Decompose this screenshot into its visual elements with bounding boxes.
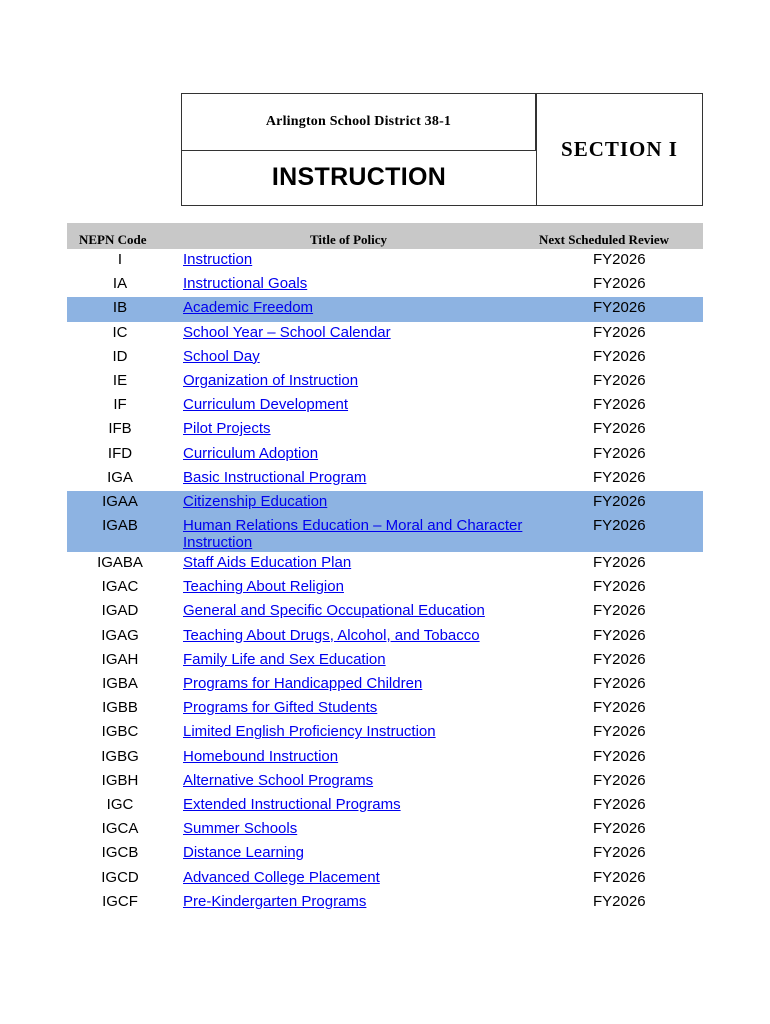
policy-title-link[interactable]: Limited English Proficiency Instruction: [183, 723, 436, 741]
table-row: [67, 746, 703, 770]
review-date: FY2026: [593, 299, 646, 317]
table-row: [67, 842, 703, 866]
policy-table: [67, 249, 703, 915]
policy-title-link[interactable]: Advanced College Placement: [183, 868, 380, 886]
section-cell: [536, 94, 702, 205]
table-row: [67, 600, 703, 624]
policy-code: IGBG: [101, 747, 139, 765]
table-row: [67, 770, 703, 794]
column-header-review: Next Scheduled Review: [539, 232, 669, 247]
review-date: FY2026: [593, 723, 646, 741]
district-name: Arlington School District 38-1: [265, 114, 452, 129]
review-date: FY2026: [593, 371, 646, 389]
policy-code: IGBH: [101, 771, 139, 789]
policy-title-link[interactable]: School Year – School Calendar: [183, 323, 391, 341]
policy-title-link[interactable]: Extended Instructional Programs: [183, 795, 401, 813]
policy-title-link[interactable]: Teaching About Religion: [183, 578, 344, 596]
table-row: [67, 297, 703, 321]
review-date: FY2026: [593, 517, 646, 535]
table-row: [67, 649, 703, 673]
policy-title-link[interactable]: School Day: [183, 347, 260, 365]
review-date: FY2026: [593, 602, 646, 620]
table-row: [67, 891, 703, 915]
review-date: FY2026: [593, 844, 646, 862]
review-date: FY2026: [593, 699, 646, 717]
policy-code: IC: [112, 323, 128, 341]
policy-title-link[interactable]: Family Life and Sex Education: [183, 650, 386, 668]
policy-title-link[interactable]: Academic Freedom: [183, 299, 314, 317]
policy-title-link[interactable]: Programs for Handicapped Children: [183, 675, 423, 692]
review-date: FY2026: [593, 275, 646, 293]
policy-code: I: [117, 251, 123, 268]
policy-code: IE: [112, 371, 128, 389]
policy-code: IA: [112, 275, 128, 293]
policy-code: IGAB: [102, 517, 138, 535]
policy-code: IGBC: [101, 723, 139, 741]
review-date: FY2026: [593, 892, 646, 910]
policy-title-link[interactable]: Homebound Instruction: [183, 747, 339, 765]
table-row: [67, 346, 703, 370]
table-row: [67, 818, 703, 842]
table-row: [67, 443, 703, 467]
policy-code: IGAD: [101, 602, 139, 620]
review-date: FY2026: [593, 650, 646, 668]
policy-title-link[interactable]: Instruction: [183, 251, 253, 268]
policy-title-link[interactable]: Citizenship Education: [183, 492, 328, 510]
policy-code: ID: [112, 347, 128, 365]
table-row: [67, 322, 703, 346]
table-row: [67, 697, 703, 721]
policy-code: IGA: [107, 468, 133, 486]
policy-code: IGAA: [102, 492, 138, 510]
table-row: [67, 721, 703, 745]
policy-code: IGBA: [102, 675, 138, 692]
policy-title-link[interactable]: Alternative School Programs: [183, 771, 374, 789]
review-date: FY2026: [593, 251, 646, 268]
policy-code: IF: [113, 396, 127, 414]
policy-title-link[interactable]: Instructional Goals: [183, 275, 308, 293]
table-row: [67, 576, 703, 600]
table-row: [67, 673, 703, 697]
review-date: FY2026: [593, 468, 646, 486]
policy-code: IGC: [106, 795, 134, 813]
column-header-code: NEPN Code: [79, 232, 147, 247]
district-cell: [182, 94, 536, 151]
policy-code: IGCF: [102, 892, 138, 910]
policy-code: IFD: [107, 444, 133, 462]
policy-title-link[interactable]: Curriculum Adoption: [183, 444, 319, 462]
policy-code: IB: [112, 299, 128, 317]
review-date: FY2026: [593, 444, 646, 462]
table-row: [67, 867, 703, 891]
policy-code: IGBB: [102, 699, 138, 717]
section-label: SECTION I: [561, 137, 678, 161]
table-row: [67, 515, 703, 552]
policy-title-link[interactable]: Summer Schools: [183, 820, 298, 838]
policy-code: IGAG: [101, 626, 139, 644]
review-date: FY2026: [593, 492, 646, 510]
column-header-title: Title of Policy: [310, 232, 388, 247]
review-date: FY2026: [593, 347, 646, 365]
table-row: [67, 794, 703, 818]
table-row: [67, 273, 703, 297]
table-row: [67, 249, 703, 273]
policy-title-link[interactable]: Basic Instructional Program: [183, 468, 367, 486]
policy-title-link[interactable]: Distance Learning: [183, 844, 304, 862]
policy-code: IGCA: [101, 820, 139, 838]
policy-title-link[interactable]: Staff Aids Education Plan: [183, 554, 352, 572]
policy-title-link[interactable]: Human Relations Education – Moral and Character Instruction: [183, 517, 523, 552]
page-title: INSTRUCTION: [271, 163, 447, 191]
table-row: [67, 491, 703, 515]
review-date: FY2026: [593, 795, 646, 813]
policy-title-link[interactable]: General and Specific Occupational Education: [183, 602, 485, 620]
policy-title-link[interactable]: Organization of Instruction: [183, 371, 359, 389]
policy-code: IGABA: [97, 554, 143, 572]
policy-title-link[interactable]: Curriculum Development: [183, 396, 349, 414]
review-date: FY2026: [593, 675, 646, 692]
policy-title-link[interactable]: Pilot Projects: [183, 420, 271, 438]
policy-code: IGCD: [101, 868, 139, 886]
table-row: [67, 394, 703, 418]
policy-code: IGCB: [101, 844, 139, 862]
policy-code: IGAH: [101, 650, 139, 668]
review-date: FY2026: [593, 747, 646, 765]
table-row: [67, 467, 703, 491]
policy-code: IGAC: [101, 578, 139, 596]
table-row: [67, 625, 703, 649]
review-date: FY2026: [593, 771, 646, 789]
table-row: [67, 370, 703, 394]
review-date: FY2026: [593, 396, 646, 414]
review-date: FY2026: [593, 578, 646, 596]
review-date: FY2026: [593, 626, 646, 644]
policy-title-link[interactable]: Programs for Gifted Students: [183, 699, 378, 717]
review-date: FY2026: [593, 868, 646, 886]
policy-title-link[interactable]: Teaching About Drugs, Alcohol, and Tobacco: [183, 626, 480, 644]
review-date: FY2026: [593, 323, 646, 341]
review-date: FY2026: [593, 554, 646, 572]
policy-code: IFB: [108, 420, 132, 438]
policy-title-link[interactable]: Pre-Kindergarten Programs: [183, 892, 367, 910]
review-date: FY2026: [593, 820, 646, 838]
table-row: [67, 418, 703, 442]
review-date: FY2026: [593, 420, 646, 438]
table-row: [67, 552, 703, 576]
